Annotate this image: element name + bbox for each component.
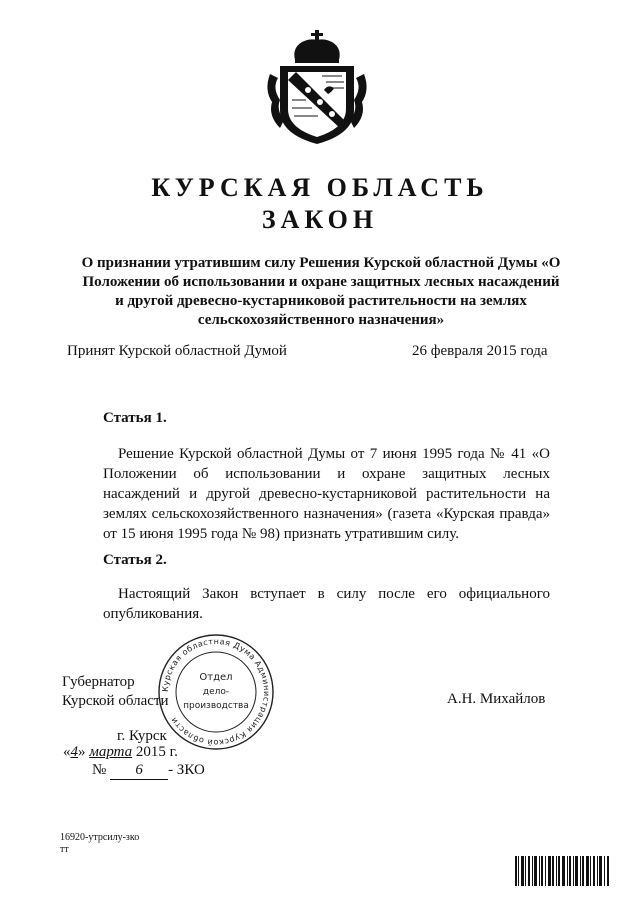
governor-title-line2: Курской области	[62, 693, 169, 709]
document-code-line1: 16920-утрсилу-зко	[60, 832, 140, 843]
law-number	[92, 762, 205, 780]
stamp-center-line2: дело-	[202, 687, 230, 697]
number-suffix: - ЗКО	[168, 762, 205, 778]
official-stamp	[156, 632, 276, 752]
governor-name: А.Н. Михайлов	[447, 691, 546, 707]
place-of-signing: г. Курск	[117, 728, 167, 744]
coat-of-arms-emblem	[262, 30, 372, 148]
stamp-ring-text: Курская областная Дума Администрация Курской области	[160, 636, 272, 748]
date-mid: »	[78, 744, 86, 760]
governor-title	[62, 673, 168, 711]
number-prefix: №	[92, 762, 107, 778]
adopted-by-text: Принят Курской областной Думой	[67, 343, 287, 359]
signing-date	[63, 744, 178, 761]
law-subtitle: О признании утратившим силу Решения Курской областной Думы «О Положении об использовании и охране защитных лесных насаждений и другой древесно-кустарниковой растительности на землях сельскохозяйственного назначения»	[81, 255, 561, 328]
date-day: 4	[70, 744, 78, 760]
date-prefix: «	[63, 744, 71, 760]
document-code-line2: тт	[60, 844, 69, 855]
article-2-heading: Статья 2.	[103, 552, 167, 568]
governor-title-line1: Губернатор	[62, 674, 135, 690]
article-2-text: Настоящий Закон вступает в силу после его официального опубликования.	[103, 586, 550, 622]
region-title: КУРСКАЯ ОБЛАСТЬ	[151, 173, 489, 202]
stamp-center-line3: производства	[183, 701, 249, 711]
document-code	[60, 832, 139, 856]
stamp-center-line1: Отдел	[199, 672, 233, 683]
number-value: 6	[110, 762, 168, 780]
article-1-text: Решение Курской областной Думы от 7 июня 1995 года № 41 «О Положении об использовании и охране защитных лесных насаждений и другой древесно-кустарниковой растительности на землях сельскохозяйственного назначения» (газета «Курская правда» от 15 июня 1995 года № 98) признать утратившим силу.	[103, 446, 550, 542]
date-year: 2015 г.	[135, 744, 178, 760]
adoption-date: 26 февраля 2015 года	[412, 343, 548, 359]
law-title: ЗАКОН	[261, 205, 379, 234]
barcode	[515, 856, 611, 886]
article-1-heading: Статья 1.	[103, 410, 167, 426]
date-month: марта	[89, 744, 133, 760]
